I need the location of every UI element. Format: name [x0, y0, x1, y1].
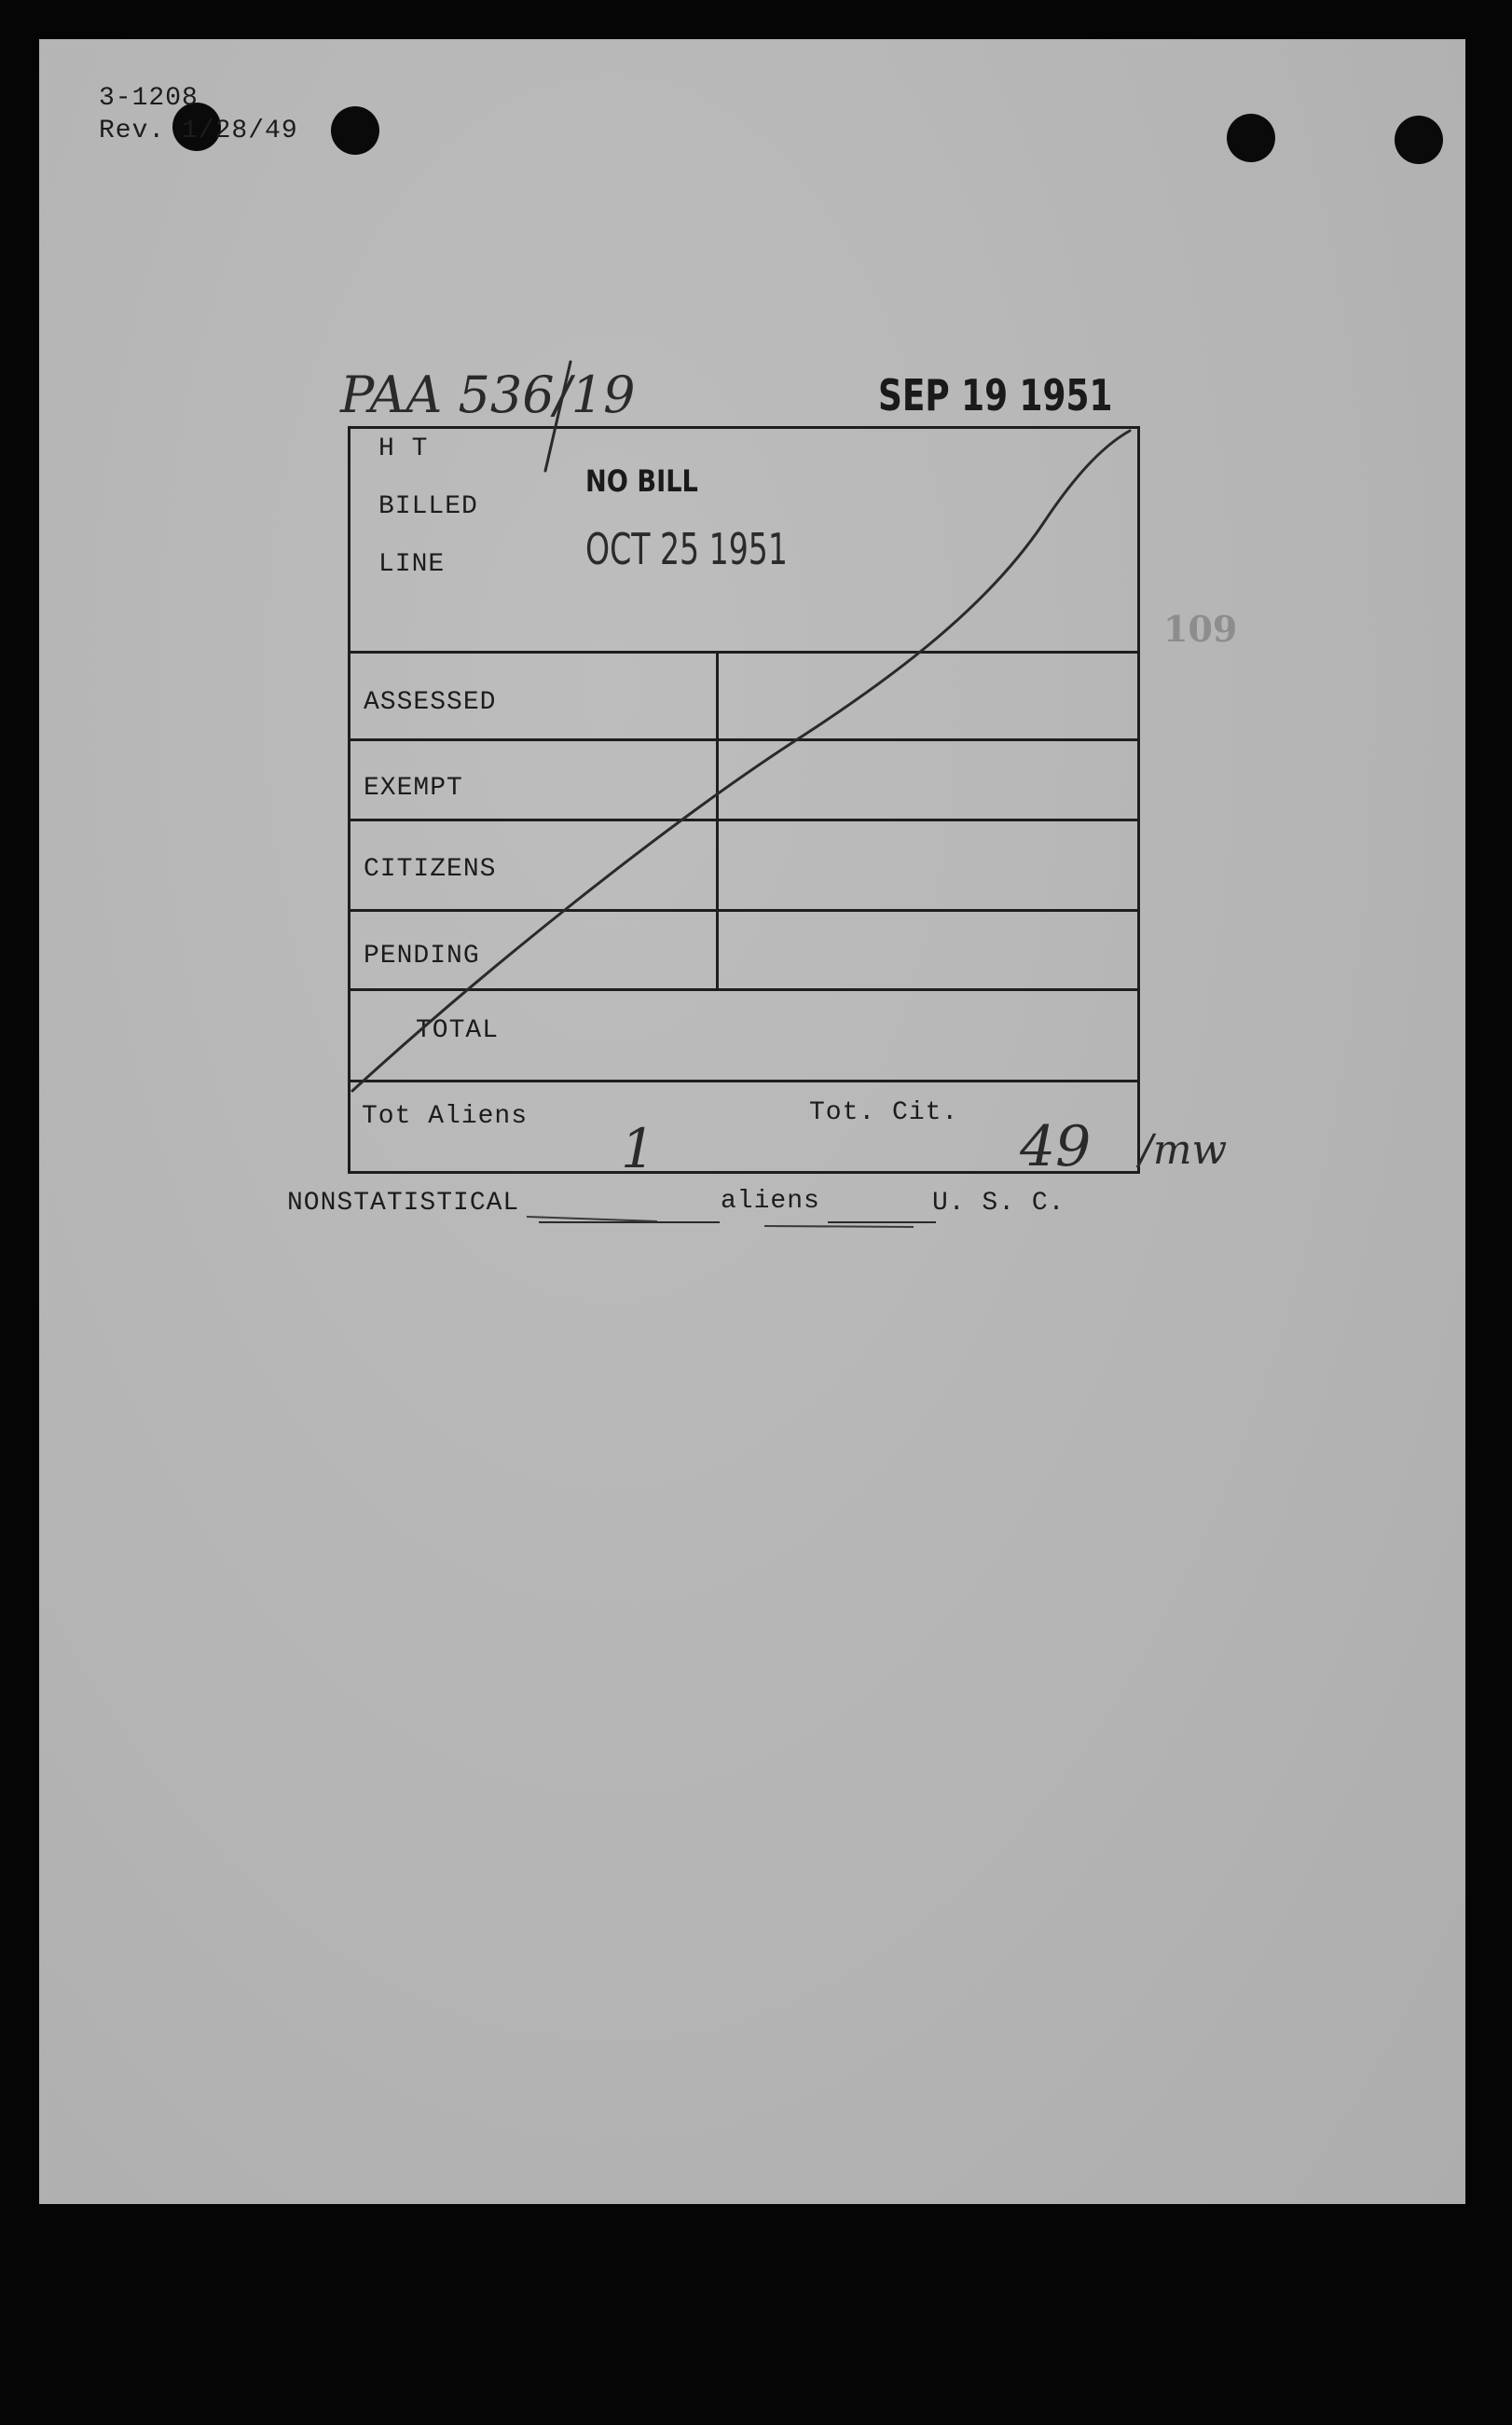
column-divider: [716, 651, 719, 991]
nonstatistical-blank: [539, 1221, 720, 1223]
line-label: LINE: [378, 550, 446, 579]
tot-aliens-label: Tot Aliens: [362, 1102, 529, 1131]
handwritten-initials: /mw: [1139, 1126, 1228, 1174]
billed-label: BILLED: [378, 492, 478, 521]
divider-total: [351, 1080, 1137, 1082]
usc-label: U. S. C.: [932, 1189, 1065, 1218]
page-number-stamp: 109: [1163, 608, 1238, 650]
form-number: 3-1208: [99, 84, 199, 113]
punch-hole-4: [1395, 116, 1443, 164]
tot-cit-value: 49: [1020, 1114, 1092, 1179]
billed-date-stamp: OCT 25 1951: [585, 524, 788, 574]
aliens-label: aliens: [721, 1187, 820, 1216]
row-exempt: EXEMPT: [364, 774, 463, 803]
divider-pending: [351, 988, 1137, 991]
divider-header: [351, 651, 1137, 654]
tot-aliens-value: 1: [621, 1117, 655, 1180]
punch-hole-2: [331, 106, 379, 155]
tot-cit-label: Tot. Cit.: [809, 1098, 959, 1127]
row-pending: PENDING: [364, 942, 480, 971]
received-date-stamp: SEP 19 1951: [878, 370, 1113, 420]
ht-label: H T: [378, 434, 429, 463]
handwritten-reference: PAA 536/19: [340, 365, 636, 424]
punch-hole-3: [1227, 114, 1275, 162]
form-revision: Rev. 1/28/49: [99, 117, 298, 145]
divider-exempt: [351, 819, 1137, 821]
divider-assessed: [351, 738, 1137, 741]
row-total: TOTAL: [416, 1016, 500, 1045]
no-bill-stamp: NO BILL: [585, 463, 698, 499]
divider-citizens: [351, 909, 1137, 912]
nonstatistical-label: NONSTATISTICAL: [287, 1189, 520, 1218]
row-citizens: CITIZENS: [364, 855, 497, 884]
aliens-blank: [828, 1221, 936, 1223]
row-assessed: ASSESSED: [364, 688, 497, 717]
